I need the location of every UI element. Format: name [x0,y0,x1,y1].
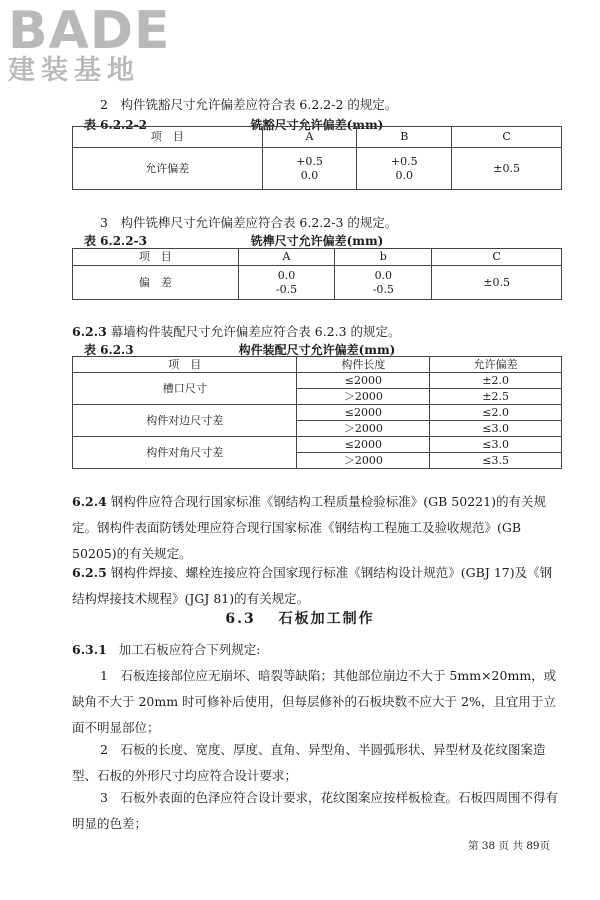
table3-length: ≤2000 [297,405,430,421]
table1-header: 项 目 [73,127,263,148]
section-number: 6.3 [225,611,256,627]
table1-title: 铣豁尺寸允许偏差(mm) [250,118,384,132]
section-title: 石板加工制作 [278,611,375,627]
page-number: 第 38 页 共 89页 [468,840,551,852]
table3-length: ＞2000 [297,389,430,405]
table3-header: 允许偏差 [430,357,562,373]
table2-cell-b: 0.0 -0.5 [335,266,432,300]
logo-subtitle: 建装基地 [8,55,140,86]
para-6-2-2-3: 3 构件铣榫尺寸允许偏差应符合表 6.2.2-3 的规定。 [100,215,398,230]
table3-caption [72,341,562,357]
table3-header: 构件长度 [297,357,430,373]
table3-item: 槽口尺寸 [73,373,297,405]
table-row [73,148,562,190]
clause-number: 6.2.5 [72,565,107,580]
logo-brand: BADE [8,1,171,61]
table1 [72,126,562,190]
table1-header: A [262,127,357,148]
bade-logo [8,1,178,86]
para-6-3-1: 6.3.1 加工石板应符合下列规定: [72,642,261,657]
table1-header: B [357,127,452,148]
table3-length: ＞2000 [297,421,430,437]
table3-length: ＞2000 [297,453,430,469]
table1-row-label: 允许偏差 [73,148,263,190]
table2 [72,248,562,300]
table2-cell-c: ±0.5 [432,266,562,300]
table2-header: b [335,249,432,266]
list-item: 3 石板外表面的色泽应符合设计要求，花纹图案应按样板检查。石板四周围不得有明显的色差； [72,790,558,831]
table3-header-row [73,357,562,373]
table3-tolerance: ≤3.5 [430,453,562,469]
table1-cell-c: ±0.5 [452,148,562,190]
clause-number: 6.2.3 [72,324,107,339]
para-6-2-5: 6.2.5 钢构件焊接、螺栓连接应符合国家现行标准《钢结构设计规范》(GBJ 17)及《钢结构焊接技术规程》(JGJ 81)的有关规定。 [72,565,553,606]
table3-tolerance: ±2.5 [430,389,562,405]
table-row [73,373,562,389]
table1-label: 表 6.2.2-2 [84,118,147,132]
table3 [72,356,562,469]
table1-header-row [73,127,562,148]
table2-title: 铣榫尺寸允许偏差(mm) [250,234,384,248]
table2-header: A [238,249,335,266]
table3-length: ≤2000 [297,437,430,453]
table2-cell-a: 0.0 -0.5 [238,266,335,300]
clause-number: 6.2.4 [72,494,107,509]
table2-label: 表 6.2.2-3 [84,234,147,248]
table1-cell-b: +0.5 0.0 [357,148,452,190]
para-6-2-2-2: 2 构件铣豁尺寸允许偏差应符合表 6.2.2-2 的规定。 [100,97,398,112]
table3-tolerance: ≤3.0 [430,421,562,437]
para-6-2-4: 6.2.4 钢构件应符合现行国家标准《钢结构工程质量检验标准》(GB 50221)的有关规定。钢构件表面防锈处理应符合现行国家标准《钢结构工程施工及验收规范》(GB 50205)的有关规定。 [72,494,546,561]
table-row [73,437,562,453]
table2-header: 项 目 [73,249,239,266]
table3-tolerance: ≤2.0 [430,405,562,421]
table3-item: 构件对角尺寸差 [73,437,297,469]
table2-header: C [432,249,562,266]
para-6-2-3: 6.2.3 幕墙构件装配尺寸允许偏差应符合表 6.2.3 的规定。 [72,324,401,339]
table-row [73,405,562,421]
section-heading-6-3 [0,608,600,628]
table1-cell-a: +0.5 0.0 [262,148,357,190]
table2-caption [72,232,562,248]
list-item: 1 石板连接部位应无崩坏、暗裂等缺陷；其他部位崩边不大于 5mm×20mm，或缺角不大于 20mm 时可修补后使用，但每层修补的石板块数不应大于 2%，且宜用于立面不明显部位； [72,668,557,735]
table2-header-row [73,249,562,266]
table3-length: ≤2000 [297,373,430,389]
list-item: 2 石板的长度、宽度、厚度、直角、异型角、半圆弧形状、异型材及花纹图案造型、石板的外形尺寸均应符合设计要求； [72,742,546,783]
table-row [73,266,562,300]
table2-row-label: 偏 差 [73,266,239,300]
table3-tolerance: ±2.0 [430,373,562,389]
clause-number: 6.3.1 [72,642,107,657]
table3-label: 表 6.2.3 [84,343,134,357]
table3-item: 构件对边尺寸差 [73,405,297,437]
table3-title: 构件装配尺寸允许偏差(mm) [238,343,396,357]
table1-header: C [452,127,562,148]
table3-tolerance: ≤3.0 [430,437,562,453]
table3-header: 项 目 [73,357,297,373]
